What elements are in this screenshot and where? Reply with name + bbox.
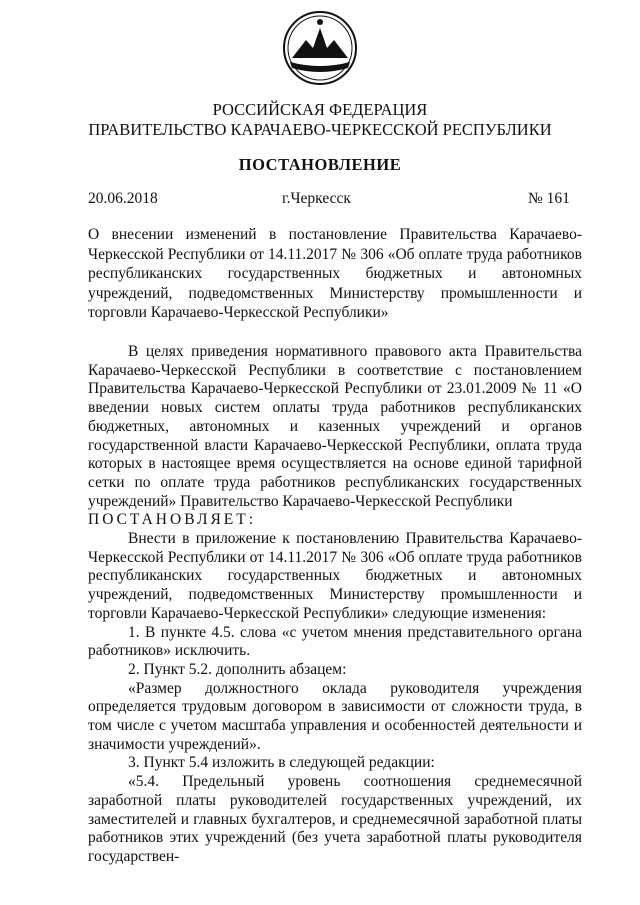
coat-of-arms-icon [282,10,358,86]
decree-heading: ПОСТАНОВЛЯЕТ: [88,511,257,529]
header-country: РОССИЙСКАЯ ФЕДЕРАЦИЯ [212,100,428,119]
preamble-paragraph: В целях приведения нормативного правового акта Правительства Карачаево-Черкесской Республики в соответствие с постановлением Правительства Карачаево-Черкесской Республики от 23.01.2009 № 11 «О введении новых систем оплаты труда работников республиканских бюджетных, автономных и казенных учреждений и органов государственной власти Карачаево-Черкесской Республики, оплата труда которых в настоящее время осуществляется на основе единой тарифной сетки по оплате труда работников республиканских государственных учреждений» Правительство Карачаево-Черкесской Республики [88,343,582,510]
intro-paragraph: Внести в приложение к постановлению Правительства Карачаево-Черкесской Республики от 14.11.2017 № 306 «Об оплате труда работников республиканских государственных бюджетных и автономных учреждений, подведомственных Министерству промышленности и торговли Карачаево-Черкесской Республики» следующие изменения: [88,530,582,622]
item-1-paragraph: 1. В пункте 4.5. слова «с учетом мнения представительного органа работников» исключить. [88,623,582,660]
document-city: г.Черкесск [282,190,351,207]
document-subject: О внесении изменений в постановление Правительства Карачаево-Черкесской Республики от 14.11.2017 № 306 «Об оплате труда работников республиканских государственных бюджетных и автономных учреждений, подведомственных Министерству промышленности и торговли Карачаево-Черкесской Республики» [88,226,582,321]
document-number: № 161 [528,190,570,207]
item-2-paragraph: 2. Пункт 5.2. дополнить абзацем: [128,660,347,678]
item-3-quote-paragraph: «5.4. Предельный уровень соотношения среднемесячной заработной платы руководителей государственных учреждений, их заместителей и главных бухгалтеров, и среднемесячной заработной платы работников этих учреждений (без учета заработной платы руководителя государствен- [88,773,582,865]
document-body [88,343,582,867]
item-3-paragraph: 3. Пункт 5.4 изложить в следующей редакции: [128,754,435,772]
document-date: 20.06.2018 [88,190,158,207]
page-title: ПОСТАНОВЛЕНИЕ [238,155,402,174]
item-2-quote-paragraph: «Размер должностного оклада руководителя учреждения определяется трудовым договором в зависимости от сложности труда, в том числе с учетом масштаба управления и особенностей деятельности и значимости учреждений». [88,679,582,753]
document-header [0,100,640,140]
header-government: ПРАВИТЕЛЬСТВО КАРАЧАЕВО-ЧЕРКЕССКОЙ РЕСПУБЛИКИ [88,120,552,139]
